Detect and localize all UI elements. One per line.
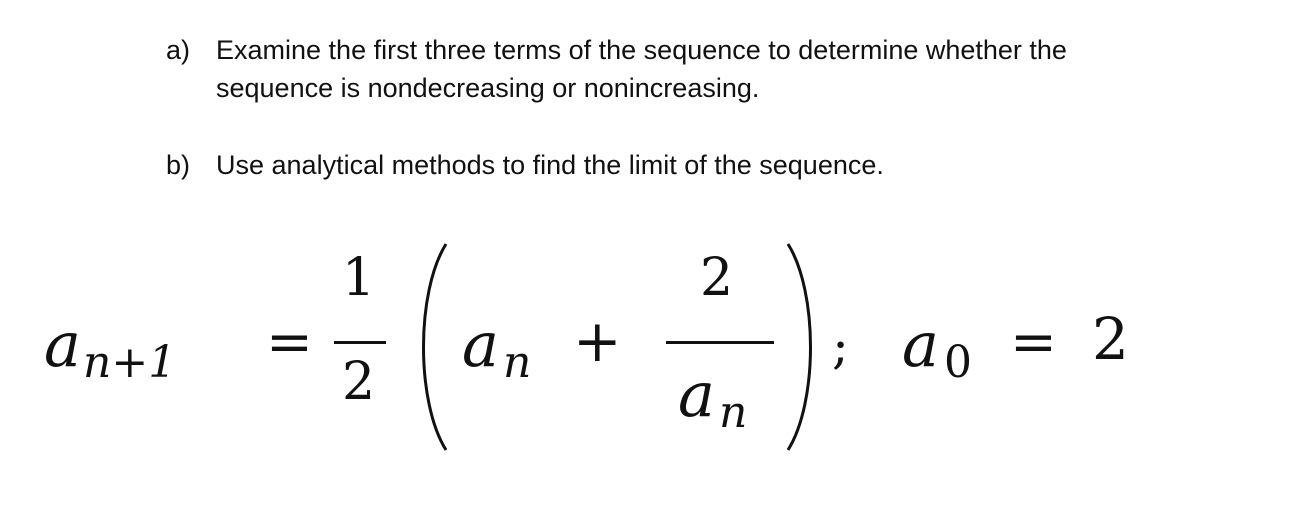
half-denominator: 2	[342, 352, 376, 412]
initial-variable: a	[902, 308, 939, 381]
fraction-denominator-variable: a	[678, 358, 715, 431]
half-fraction-bar	[334, 341, 386, 344]
right-parenthesis	[784, 242, 824, 452]
semicolon: ;	[832, 317, 849, 375]
inner-subscript: n	[503, 337, 532, 388]
initial-value: 2	[1092, 305, 1129, 373]
initial-equals-sign: =	[1010, 310, 1057, 375]
left-parenthesis	[410, 242, 450, 452]
question-a-text: Examine the first three terms of the sequence to determine whether the sequence is nondecreasing or nonincreasing.	[216, 35, 1067, 103]
question-b-text: Use analytical methods to find the limit of the sequence.	[216, 150, 884, 180]
lhs-variable: a	[44, 308, 81, 381]
lhs-subscript: n+1	[83, 337, 177, 388]
plus-sign: +	[573, 307, 622, 375]
initial-subscript: 0	[944, 337, 972, 388]
fraction-numerator: 2	[700, 248, 734, 308]
question-b-label: b)	[166, 150, 191, 180]
question-a-label: a)	[166, 35, 191, 65]
inner-variable: a	[462, 308, 499, 381]
fraction-denominator-subscript: n	[719, 387, 748, 438]
question-a	[166, 31, 1166, 107]
equals-sign: =	[266, 310, 313, 375]
fraction-bar	[666, 341, 774, 344]
question-b	[166, 146, 1166, 184]
half-numerator: 1	[342, 248, 376, 308]
